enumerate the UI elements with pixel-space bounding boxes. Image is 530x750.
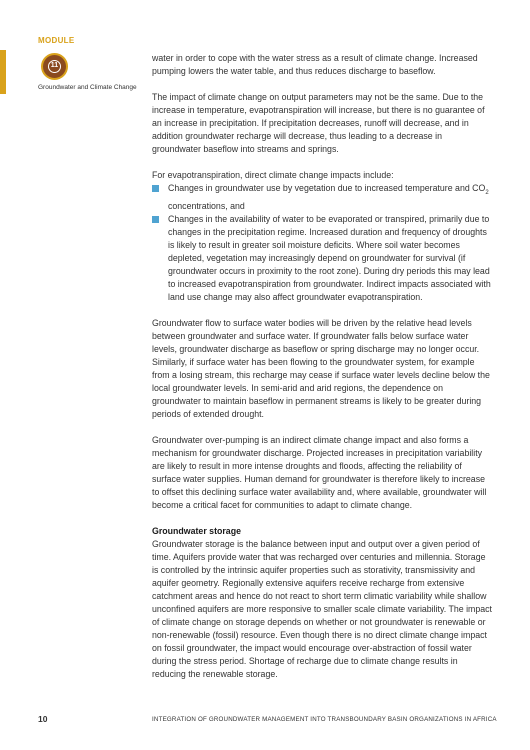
- module-title: Groundwater and Climate Change: [38, 84, 137, 91]
- paragraph-over-pumping: Groundwater over-pumping is an indirect climate change impact and also forms a mechanism for groundwater discharge. Projected increases in precipitation variability are likely to result in more intense droughts and floods, affecting the reliability of surface water supplies. Human demand for groundwater is therefore likely to increase to offset this declining surface water availability and, where available, groundwater will become a critical facet for communities to adapt to climate change.: [152, 434, 487, 510]
- main-content: [152, 52, 492, 681]
- bullet-square-icon: [152, 216, 159, 223]
- paragraph-groundwater-flow: Groundwater flow to surface water bodies will be driven by the relative head levels between groundwater and surface water. If groundwater falls below surface water levels, groundwater discharge as baseflow or spring discharge may no longer occur. Similarly, if surface water has been flowing to the groundwater system, for example from a losing stream, this recharge may cease if surface water levels decline below the local groundwater levels. In semi-arid and arid regions, the dependence on groundwater to maintain baseflow in permanent streams is likely to be greater during periods of extended drought.: [152, 317, 490, 419]
- module-accent-bar: [0, 50, 6, 94]
- page-number: 10: [38, 714, 48, 724]
- section-heading: Groundwater storage: [152, 525, 241, 536]
- paragraph-storage: Groundwater storage is the balance between input and output over a given period of time. Aquifers provide water that was recharged over centuries and millennia. Storage is controlled by the intrinsic aquifer properties such as storativity, transmissivity and aquifer geometry. Regionally extensive aquifers receive recharge from extensive catchment areas and hence do not react to short term climatic variability while shallow unconfined aquifers are more responsive to smaller scale climate variability. The impact of climate change on storage depends on whether or not groundwater is renewable or non-renewable (fossil) resource. Even though there is no direct climate change impact on fossil groundwater, the impact would encourage over-abstraction of fossil water during the stress period. Shortage of recharge due to climate change results in reducing the renewable storage.: [152, 538, 492, 679]
- bullet-square-icon: [152, 185, 159, 192]
- module-label: MODULE: [38, 36, 75, 45]
- paragraph-output-parameters: The impact of climate change on output parameters may not be the same. Due to the increase in temperature, evapotranspiration will increase, but there is no guarantee of an increase in precipitation. If precipitation decreases, runoff will decrease, and in addition groundwater recharge will decrease, thus leading to a decrease in groundwater baseflow into streams and springs.: [152, 92, 485, 154]
- bullet-text: Changes in the availability of water to be evaporated or transpired, primarily due to changes in the precipitation regime. Increased duration and frequency of droughts is likely to result in greater soil moisture deficits. Where soil water becomes depleted, vegetation may increasingly depend on groundwater for survival (if groundwater occurs in proximity to the root zone). During dry periods this may lead to increased evapotranspiration from groundwater. Indirect impacts associated with land use change may also affect groundwater evapotranspiration.: [168, 213, 491, 302]
- module-number: 11: [48, 60, 61, 73]
- module-badge-icon: [41, 53, 68, 80]
- paragraph-evapotranspiration-intro: For evapotranspiration, direct climate change impacts include:: [152, 170, 394, 180]
- bullet-text-end: concentrations, and: [168, 200, 245, 211]
- bullet-text: Changes in groundwater use by vegetation due to increased temperature and CO: [168, 183, 486, 193]
- list-item: [152, 182, 492, 213]
- list-item: [152, 213, 492, 304]
- impact-list: [152, 182, 492, 304]
- footer-title: INTEGRATION OF GROUNDWATER MANAGEMENT INTO TRANSBOUNDARY BASIN ORGANIZATIONS IN AFRICA: [152, 716, 497, 723]
- paragraph-continuation: water in order to cope with the water stress as a result of climate change. Increased pumping lowers the water table, and thus reduces discharge to baseflow.: [152, 53, 478, 76]
- subscript-2: 2: [485, 189, 489, 196]
